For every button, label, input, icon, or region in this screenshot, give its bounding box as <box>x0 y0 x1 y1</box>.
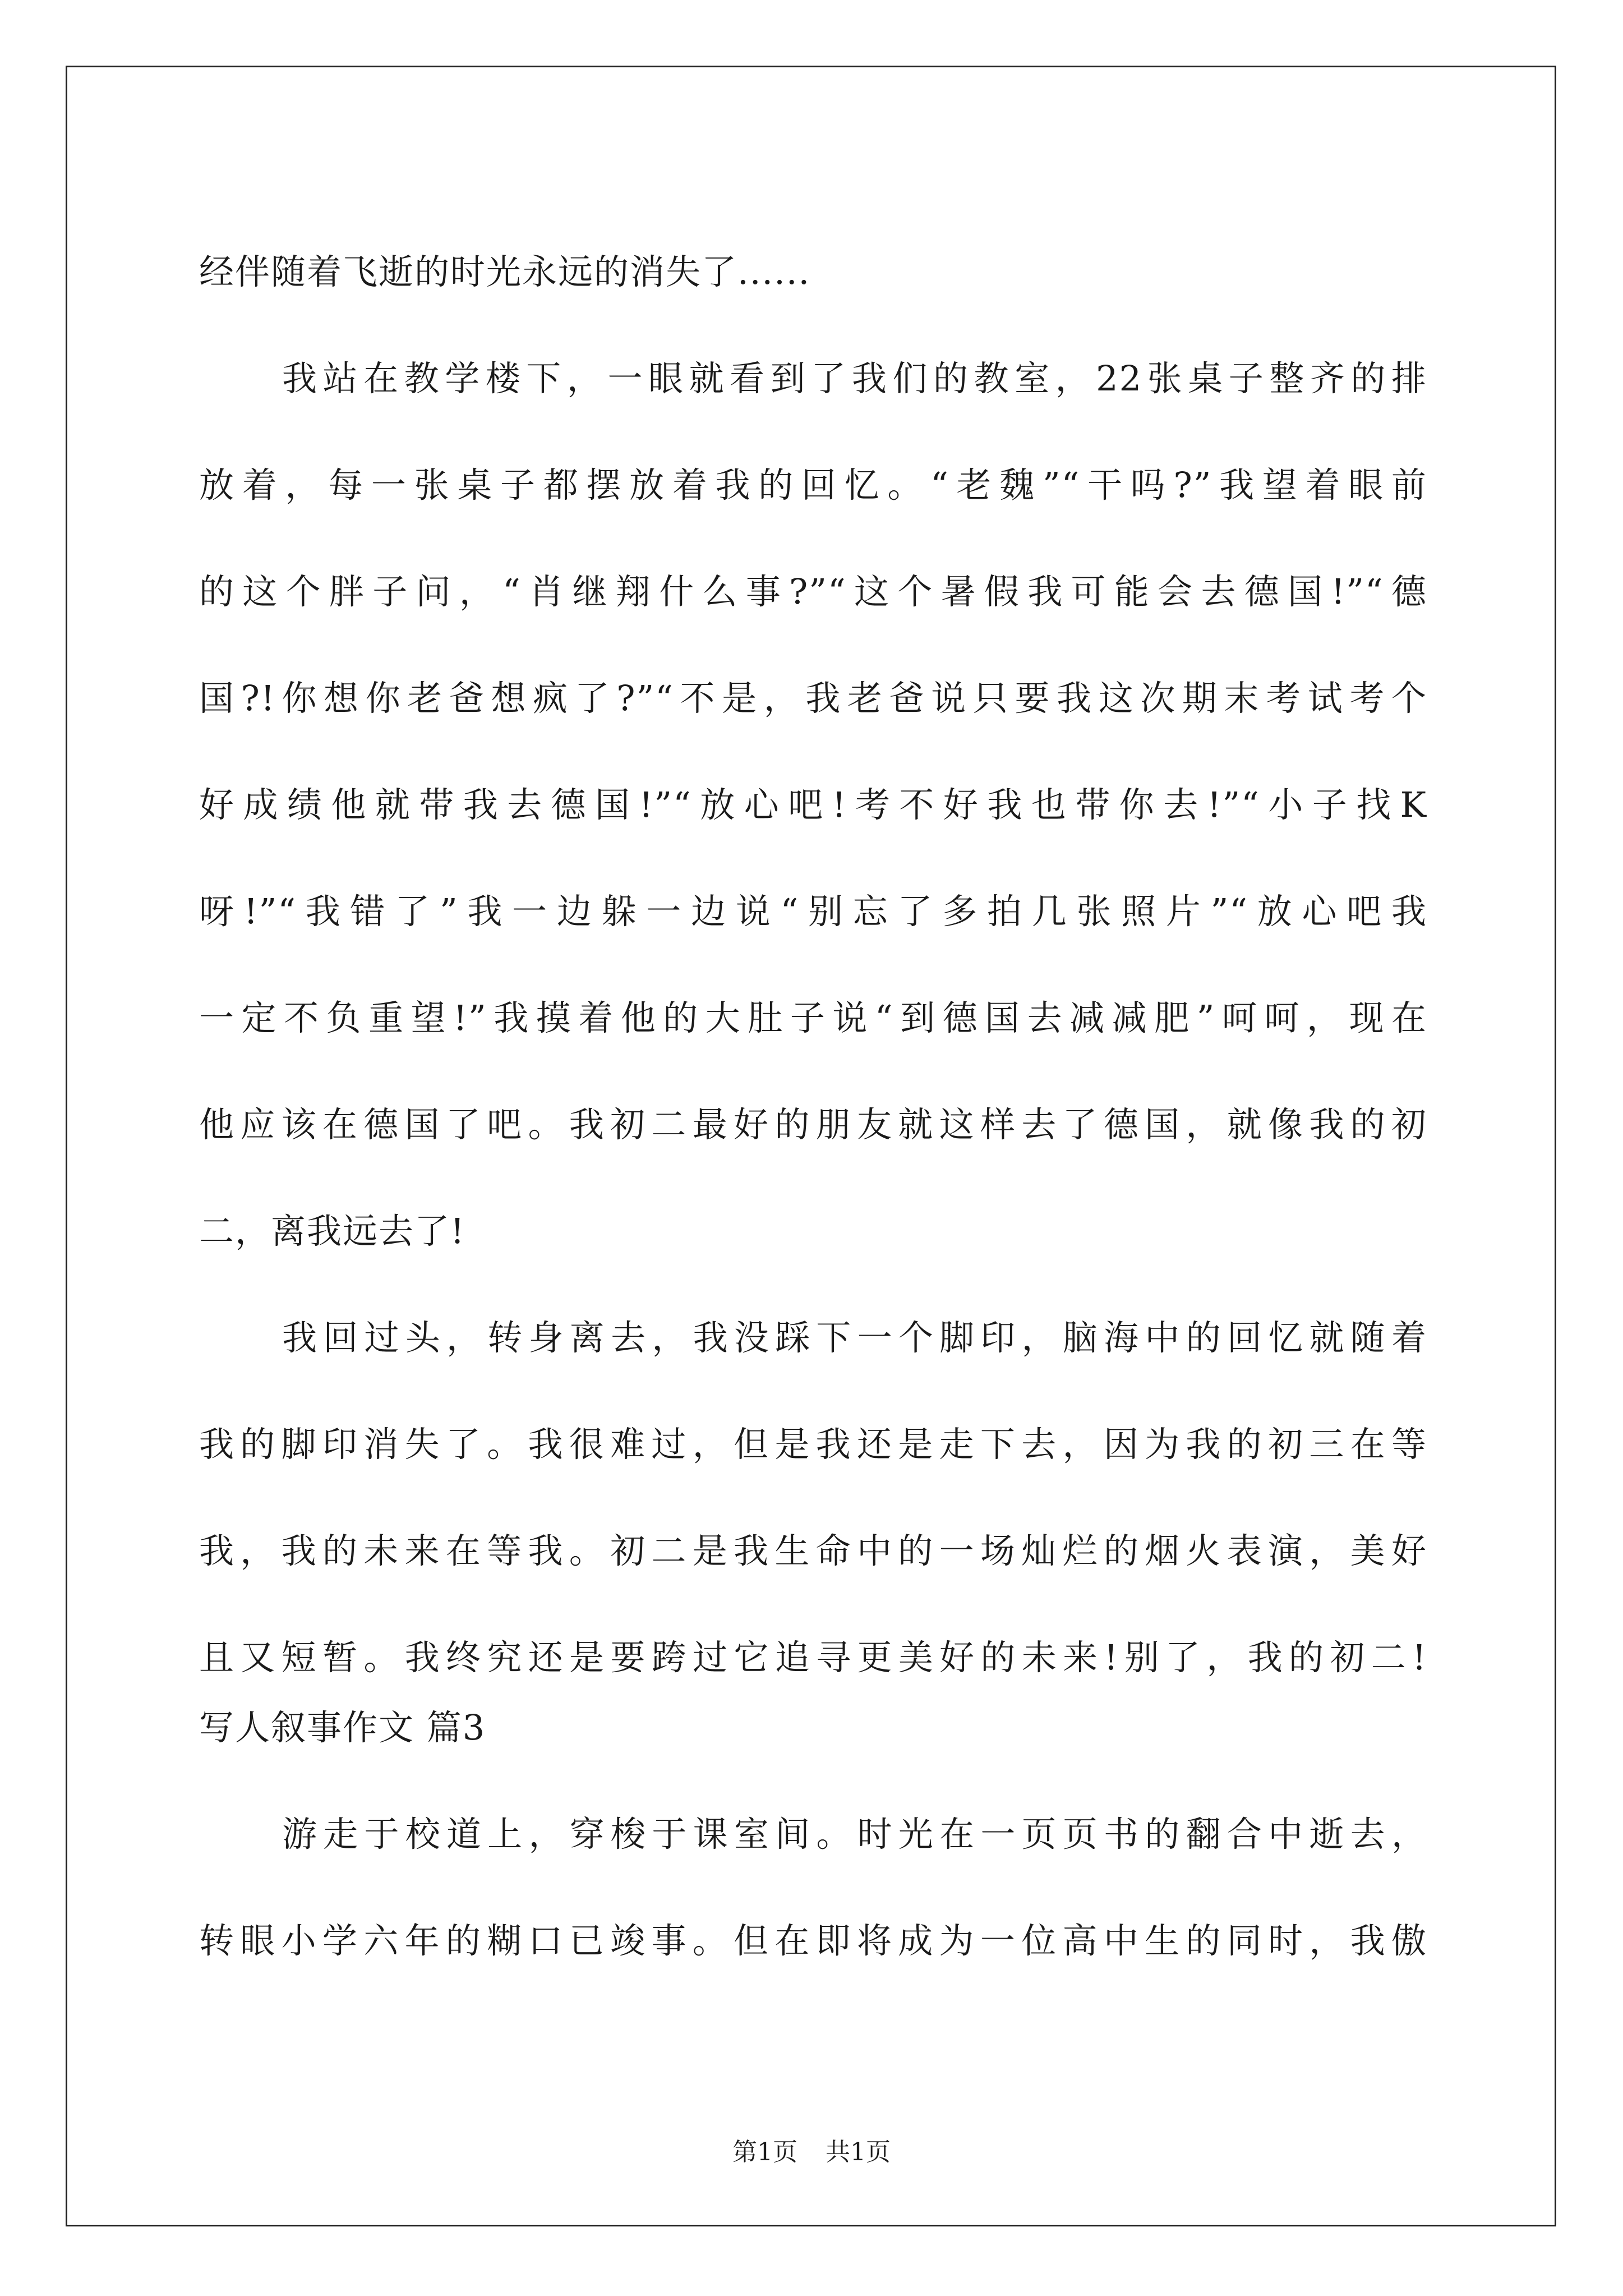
text-line: 他应该在德国了吧。我初二最好的朋友就这样去了德国，就像我的初 <box>199 1104 1427 1145</box>
document-body <box>199 219 1427 1994</box>
page-number: 第1页 <box>732 2138 797 2166</box>
page-footer <box>0 2132 1623 2168</box>
page-total: 共1页 <box>826 2138 891 2166</box>
section-heading: 写人叙事作文 篇3 <box>199 1707 486 1748</box>
text-line: 我，我的未来在等我。初二是我生命中的一场灿烂的烟火表演，美好 <box>199 1530 1427 1571</box>
paragraph-start-line: 游走于校道上，穿梭于课室间。时光在一页页书的翻合中逝去， <box>282 1814 1427 1855</box>
text-line: 转眼小学六年的糊口已竣事。但在即将成为一位高中生的同时，我傲 <box>199 1920 1427 1961</box>
text-line: 二，离我远去了! <box>199 1211 465 1251</box>
text-line: 放着，每一张桌子都摆放着我的回忆。“老魏”“干吗?”我望着眼前 <box>199 464 1427 505</box>
text-line: 的这个胖子问，“肖继翔什么事?”“这个暑假我可能会去德国!”“德 <box>199 571 1427 612</box>
text-line: 且又短暂。我终究还是要跨过它追寻更美好的未来!别了，我的初二! <box>199 1637 1427 1678</box>
text-line: 国?!你想你老爸想疯了?”“不是，我老爸说只要我这次期末考试考个 <box>199 678 1427 719</box>
text-line: 呀!”“我错了”我一边躲一边说“别忘了多拍几张照片”“放心吧我 <box>199 891 1427 932</box>
text-line: 我的脚印消失了。我很难过，但是我还是走下去，因为我的初三在等 <box>199 1424 1427 1465</box>
text-line: 经伴随着飞逝的时光永远的消失了...... <box>199 251 811 292</box>
paragraph-start-line: 我站在教学楼下，一眼就看到了我们的教室，22张桌子整齐的排 <box>282 358 1427 399</box>
paragraph-start-line: 我回过头，转身离去，我没踩下一个脚印，脑海中的回忆就随着 <box>282 1317 1427 1358</box>
text-line: 好成绩他就带我去德国!”“放心吧!考不好我也带你去!”“小子找K <box>199 784 1427 825</box>
text-line: 一定不负重望!”我摸着他的大肚子说“到德国去减减肥”呵呵，现在 <box>199 997 1427 1038</box>
